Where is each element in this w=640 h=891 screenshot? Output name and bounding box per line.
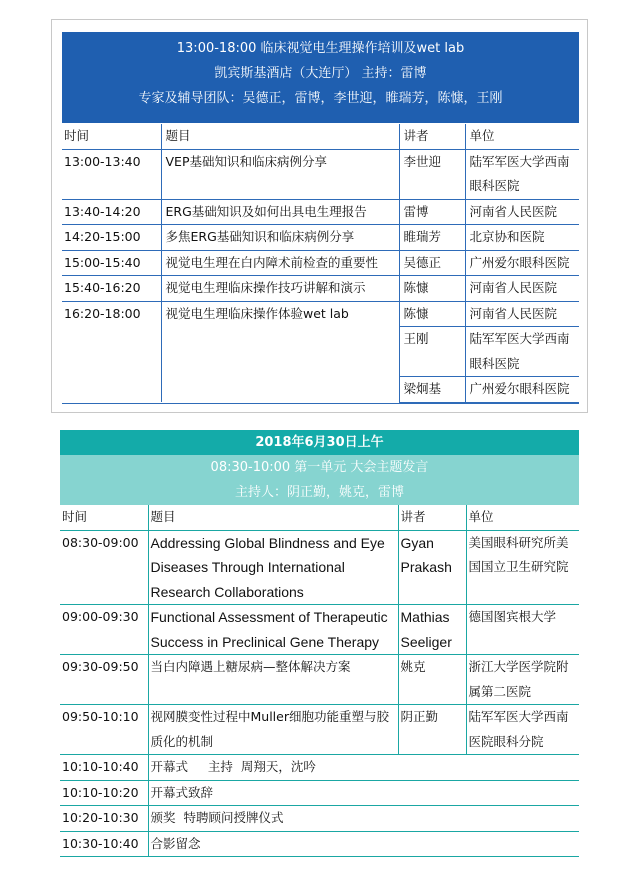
row-topic: Addressing Global Blindness and Eye Diseases Through International Research Collaborations (148, 530, 398, 605)
row-speaker: 李世迎 (399, 149, 465, 199)
session2-block (60, 430, 579, 857)
row-speaker: 陈慷 (399, 276, 465, 302)
row-topic: 视觉电生理临床操作体验wet lab (161, 301, 399, 402)
bottom-rule (62, 402, 579, 403)
row-unit: 河南省人民医院 (465, 199, 579, 225)
row-speaker: 梁炯基 (399, 377, 465, 403)
row-unit: 广州爱尔眼科医院 (465, 377, 579, 403)
row-time: 09:00-09:30 (60, 605, 148, 655)
row-time: 08:30-09:00 (60, 530, 148, 605)
row-time: 13:40-14:20 (62, 199, 161, 225)
row-speaker: 吴德正 (399, 250, 465, 276)
row-time: 10:20-10:30 (60, 806, 148, 832)
session1-venue: 凯宾斯基酒店（大连厅） 主持：雷博 (214, 66, 427, 81)
header-speaker: 讲者 (398, 505, 466, 530)
row-time: 16:20-18:00 (62, 301, 161, 402)
session1-title: 13:00-18:00 临床视觉电生理操作培训及wet lab (176, 41, 465, 56)
session1-schedule-table (62, 124, 579, 404)
row-time: 10:10-10:20 (60, 780, 148, 806)
header-unit: 单位 (466, 505, 579, 530)
row-topic: 视觉电生理在白内障术前检查的重要性 (161, 250, 399, 276)
header-unit: 单位 (465, 124, 579, 149)
session1-card (51, 19, 588, 413)
session1-experts: 专家及辅导团队：吴德正，雷博，李世迎，睢瑞芳，陈慷，王刚 (138, 91, 503, 106)
row-time: 13:00-13:40 (62, 149, 161, 199)
row-unit: 广州爱尔眼科医院 (465, 250, 579, 276)
row-topic: 开幕式致辞 (148, 780, 579, 806)
session2-title: 08:30-10:00 第一单元 大会主题发言 (60, 455, 579, 480)
row-speaker: 陈慷 (399, 301, 465, 327)
row-topic: 开幕式 主持 周翔天，沈吟 (148, 755, 579, 781)
row-unit: 陆军军医大学西南眼科医院 (465, 327, 579, 377)
row-unit: 德国图宾根大学 (466, 605, 579, 655)
row-topic: 多焦ERG基础知识和临床病例分享 (161, 225, 399, 251)
header-topic: 题目 (161, 124, 399, 149)
row-topic: 合影留念 (148, 831, 579, 857)
table-row (62, 276, 579, 302)
row-speaker: Mathias Seeliger (398, 605, 466, 655)
row-speaker: 王刚 (399, 327, 465, 377)
header-time: 时间 (62, 124, 161, 149)
header-time: 时间 (60, 505, 148, 530)
row-speaker: 雷博 (399, 199, 465, 225)
row-topic: 颁奖 特聘顾问授牌仪式 (148, 806, 579, 832)
row-time: 10:30-10:40 (60, 831, 148, 857)
row-time: 15:00-15:40 (62, 250, 161, 276)
row-topic: 当白内障遇上糖尿病—整体解决方案 (148, 655, 398, 705)
row-topic: ERG基础知识及如何出具电生理报告 (161, 199, 399, 225)
session2-date: 2018年6月30日上午 (60, 430, 579, 455)
table-row (62, 225, 579, 251)
row-topic: 视网膜变性过程中Muller细胞功能重塑与胶质化的机制 (148, 705, 398, 755)
row-unit: 陆军军医大学西南医院眼科分院 (466, 705, 579, 755)
row-topic: Functional Assessment of Therapeutic Success in Preclinical Gene Therapy (148, 605, 398, 655)
table-row (60, 605, 579, 655)
session1-banner (62, 32, 579, 123)
row-speaker: Gyan Prakash (398, 530, 466, 605)
row-speaker: 睢瑞芳 (399, 225, 465, 251)
table-row (60, 780, 579, 806)
table-row (62, 149, 579, 199)
row-unit: 北京协和医院 (465, 225, 579, 251)
table-header-row (62, 124, 579, 149)
table-row (60, 655, 579, 705)
row-time: 10:10-10:40 (60, 755, 148, 781)
table-row (60, 530, 579, 605)
row-unit: 浙江大学医学院附属第二医院 (466, 655, 579, 705)
table-row (62, 301, 579, 327)
header-speaker: 讲者 (399, 124, 465, 149)
table-row (60, 705, 579, 755)
table-row (62, 199, 579, 225)
table-row (62, 250, 579, 276)
row-topic: 视觉电生理临床操作技巧讲解和演示 (161, 276, 399, 302)
row-speaker: 姚克 (398, 655, 466, 705)
row-time: 14:20-15:00 (62, 225, 161, 251)
row-topic: VEP基础知识和临床病例分享 (161, 149, 399, 199)
row-time: 09:50-10:10 (60, 705, 148, 755)
table-bottom-rule (62, 402, 579, 403)
row-time: 09:30-09:50 (60, 655, 148, 705)
row-time: 15:40-16:20 (62, 276, 161, 302)
row-unit: 陆军军医大学西南眼科医院 (465, 149, 579, 199)
row-speaker: 阴正勤 (398, 705, 466, 755)
row-unit: 河南省人民医院 (465, 301, 579, 327)
session2-schedule-table (60, 505, 579, 857)
row-unit: 美国眼科研究所美国国立卫生研究院 (466, 530, 579, 605)
session2-hosts: 主持人：阴正勤，姚克，雷博 (60, 480, 579, 505)
header-topic: 题目 (148, 505, 398, 530)
table-row (60, 806, 579, 832)
table-row (60, 831, 579, 857)
table-row (60, 755, 579, 781)
row-unit: 河南省人民医院 (465, 276, 579, 302)
table-header-row (60, 505, 579, 530)
